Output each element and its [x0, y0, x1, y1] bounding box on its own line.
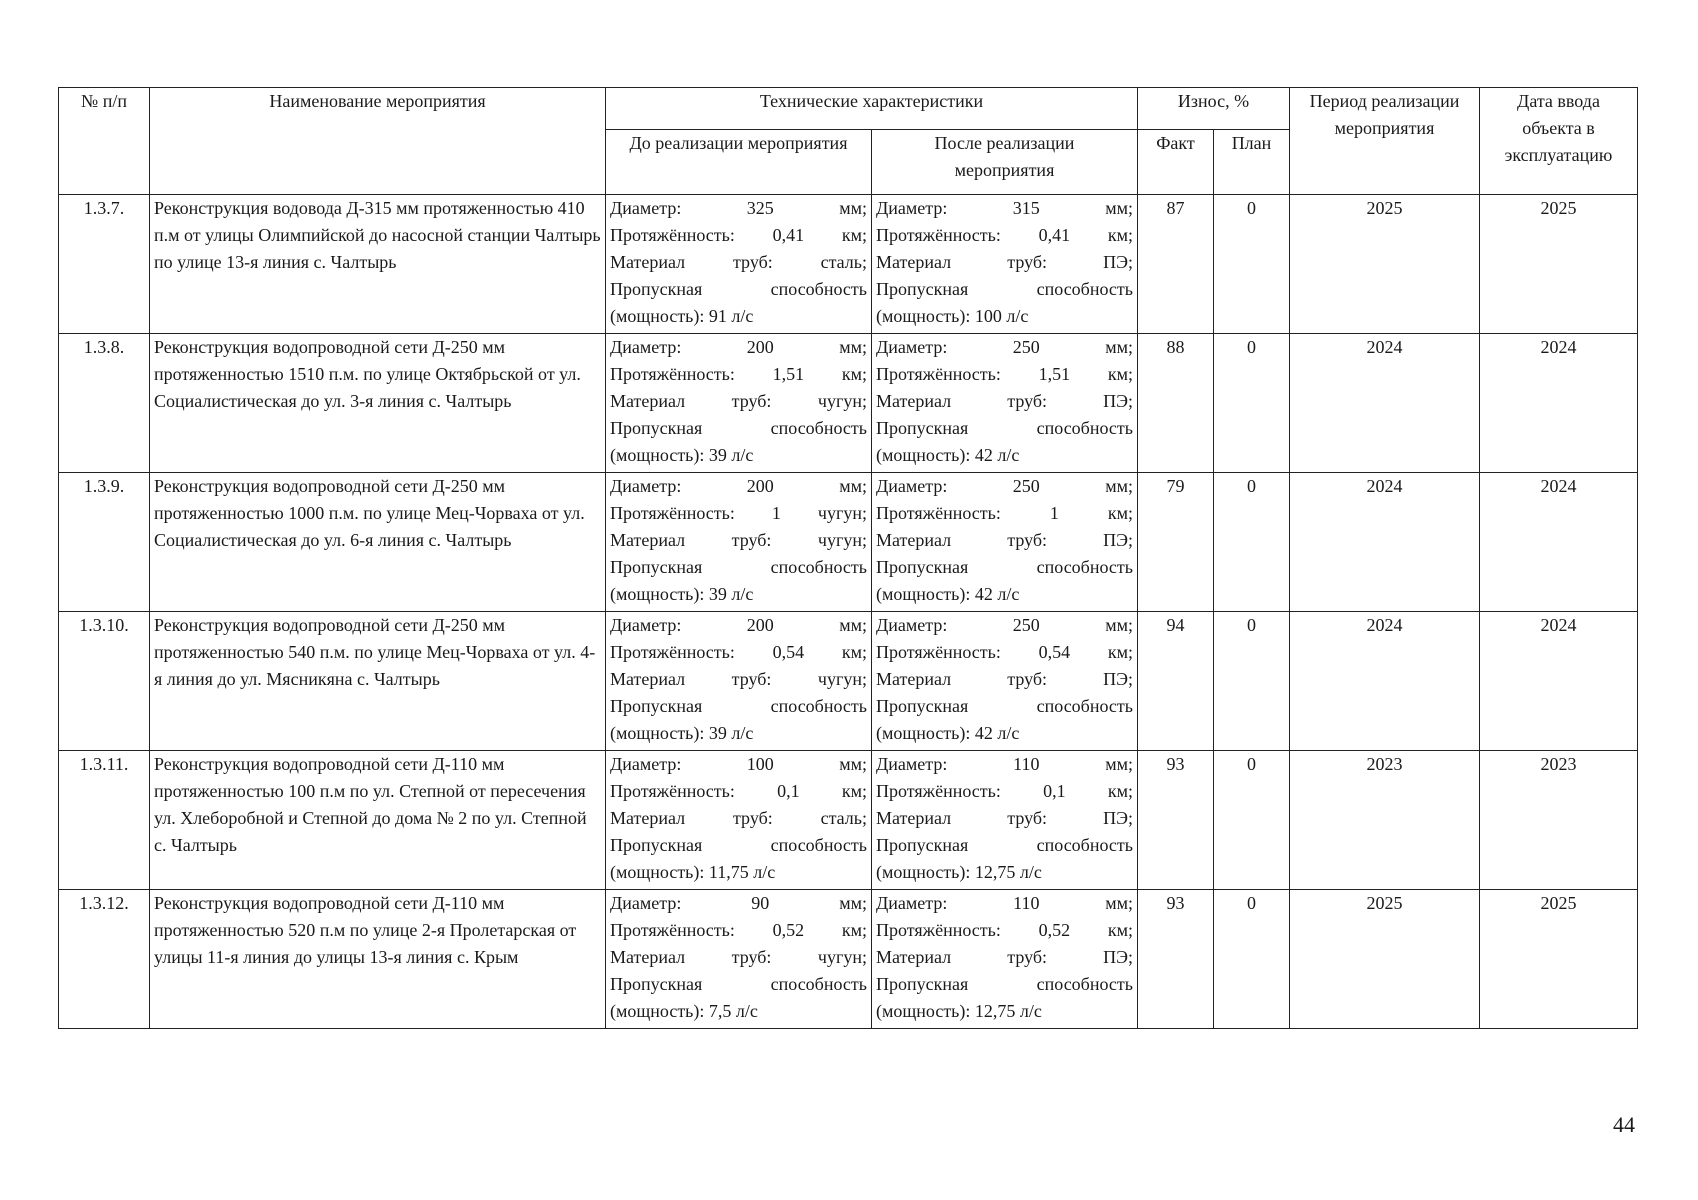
spec-line: Пропускная способность: [610, 835, 867, 855]
spec-line: Материал труб: ПЭ;: [876, 530, 1133, 550]
spec-line: Диаметр: 200 мм;: [610, 615, 867, 635]
spec-line: (мощность): 91 л/с: [610, 306, 754, 326]
period: 2023: [1290, 751, 1480, 890]
spec-before: [606, 473, 872, 612]
spec-line: (мощность): 42 л/с: [876, 723, 1020, 743]
spec-line: Материал труб: чугун;: [610, 391, 867, 411]
commission-date: 2025: [1480, 195, 1638, 334]
measures-table-wrapper: [58, 87, 1638, 1029]
spec-line: Протяжённость: 0,54 км;: [610, 642, 867, 662]
spec-before: [606, 890, 872, 1029]
spec-line: Материал труб: ПЭ;: [876, 669, 1133, 689]
spec-line: (мощность): 100 л/с: [876, 306, 1029, 326]
spec-line: Пропускная способность: [876, 696, 1133, 716]
wear-plan: 0: [1214, 751, 1290, 890]
header-num: № п/п: [59, 88, 150, 195]
spec-line: Пропускная способность: [876, 279, 1133, 299]
period: 2024: [1290, 334, 1480, 473]
spec-line: Материал труб: чугун;: [610, 530, 867, 550]
wear-fact: 93: [1138, 751, 1214, 890]
spec-line: Диаметр: 325 мм;: [610, 198, 867, 218]
spec-line: Пропускная способность: [610, 279, 867, 299]
table-row: [59, 890, 1638, 1029]
spec-line: Пропускная способность: [610, 974, 867, 994]
row-number: 1.3.7.: [59, 195, 150, 334]
spec-line: Диаметр: 250 мм;: [876, 337, 1133, 357]
table-row: [59, 195, 1638, 334]
header-row-top: [59, 88, 1638, 130]
wear-fact: 93: [1138, 890, 1214, 1029]
header-before: До реализации мероприятия: [606, 130, 872, 195]
spec-line: Материал труб: чугун;: [610, 947, 867, 967]
spec-before: [606, 195, 872, 334]
commission-date: 2023: [1480, 751, 1638, 890]
spec-line: Пропускная способность: [876, 974, 1133, 994]
spec-line: Диаметр: 200 мм;: [610, 337, 867, 357]
spec-line: Протяжённость: 0,54 км;: [876, 642, 1133, 662]
spec-line: Протяжённость: 0,41 км;: [610, 225, 867, 245]
spec-line: Материал труб: ПЭ;: [876, 252, 1133, 272]
spec-line: Пропускная способность: [876, 557, 1133, 577]
header-tech: Технические характеристики: [606, 88, 1138, 130]
spec-line: Протяжённость: 1,51 км;: [610, 364, 867, 384]
table-row: [59, 612, 1638, 751]
spec-line: Диаметр: 250 мм;: [876, 476, 1133, 496]
spec-line: Диаметр: 110 мм;: [876, 893, 1133, 913]
measure-name: Реконструкция водопроводной сети Д-110 мм протяженностью 100 п.м по ул. Степной от пересечения ул. Хлеборобной и Степной до дома № 2 по ул. Степной с. Чалтырь: [150, 751, 606, 890]
table-row: [59, 751, 1638, 890]
spec-line: (мощность): 12,75 л/с: [876, 1001, 1042, 1021]
spec-line: Пропускная способность: [610, 696, 867, 716]
wear-plan: 0: [1214, 890, 1290, 1029]
header-fact: Факт: [1138, 130, 1214, 195]
spec-line: Материал труб: чугун;: [610, 669, 867, 689]
spec-after: [872, 612, 1138, 751]
header-date-line: эксплуатацию: [1504, 145, 1613, 165]
spec-line: Пропускная способность: [876, 418, 1133, 438]
spec-after: [872, 751, 1138, 890]
header-after: [872, 130, 1138, 195]
spec-line: Пропускная способность: [610, 557, 867, 577]
wear-fact: 79: [1138, 473, 1214, 612]
wear-plan: 0: [1214, 334, 1290, 473]
spec-line: Пропускная способность: [876, 835, 1133, 855]
header-period-line: Период реализации: [1309, 91, 1460, 111]
spec-line: Материал труб: сталь;: [610, 808, 867, 828]
spec-before: [606, 612, 872, 751]
measure-name: Реконструкция водопроводной сети Д-250 мм протяженностью 1510 п.м. по улице Октябрьской от ул. Социалистическая до ул. 3-я линия с. Чалтырь: [150, 334, 606, 473]
spec-line: (мощность): 12,75 л/с: [876, 862, 1042, 882]
commission-date: 2024: [1480, 334, 1638, 473]
header-plan: План: [1214, 130, 1290, 195]
spec-line: Диаметр: 200 мм;: [610, 476, 867, 496]
spec-line: Протяжённость: 0,52 км;: [610, 920, 867, 940]
wear-fact: 88: [1138, 334, 1214, 473]
spec-before: [606, 751, 872, 890]
spec-line: Протяжённость: 0,1 км;: [876, 781, 1133, 801]
spec-line: Материал труб: ПЭ;: [876, 808, 1133, 828]
period: 2024: [1290, 612, 1480, 751]
row-number: 1.3.12.: [59, 890, 150, 1029]
spec-line: Протяжённость: 1 чугун;: [610, 503, 867, 523]
header-period: [1290, 88, 1480, 195]
spec-line: Материал труб: ПЭ;: [876, 947, 1133, 967]
spec-line: Протяжённость: 0,41 км;: [876, 225, 1133, 245]
header-period-line: мероприятия: [1334, 118, 1435, 138]
period: 2025: [1290, 890, 1480, 1029]
spec-line: (мощность): 39 л/с: [610, 445, 754, 465]
spec-after: [872, 195, 1138, 334]
row-number: 1.3.8.: [59, 334, 150, 473]
spec-after: [872, 334, 1138, 473]
spec-line: (мощность): 7,5 л/с: [610, 1001, 758, 1021]
spec-line: Диаметр: 315 мм;: [876, 198, 1133, 218]
header-date-line: объекта в: [1522, 118, 1595, 138]
spec-line: (мощность): 42 л/с: [876, 584, 1020, 604]
table-row: [59, 334, 1638, 473]
period: 2024: [1290, 473, 1480, 612]
spec-line: (мощность): 42 л/с: [876, 445, 1020, 465]
header-date: [1480, 88, 1638, 195]
row-number: 1.3.11.: [59, 751, 150, 890]
commission-date: 2024: [1480, 473, 1638, 612]
page-number: 44: [1613, 1112, 1635, 1137]
row-number: 1.3.9.: [59, 473, 150, 612]
header-date-line: Дата ввода: [1517, 91, 1600, 111]
commission-date: 2024: [1480, 612, 1638, 751]
measure-name: Реконструкция водовода Д-315 мм протяженностью 410 п.м от улицы Олимпийской до насосной станции Чалтырь по улице 13-я линия с. Чалтырь: [150, 195, 606, 334]
spec-line: Материал труб: ПЭ;: [876, 391, 1133, 411]
header-after-line: После реализации: [934, 133, 1075, 153]
spec-line: Материал труб: сталь;: [610, 252, 867, 272]
spec-line: (мощность): 11,75 л/с: [610, 862, 776, 882]
spec-line: Протяжённость: 0,52 км;: [876, 920, 1133, 940]
spec-after: [872, 473, 1138, 612]
spec-before: [606, 334, 872, 473]
table-body: [59, 195, 1638, 1029]
spec-line: Протяжённость: 1,51 км;: [876, 364, 1133, 384]
wear-plan: 0: [1214, 612, 1290, 751]
spec-line: (мощность): 39 л/с: [610, 584, 754, 604]
wear-plan: 0: [1214, 195, 1290, 334]
commission-date: 2025: [1480, 890, 1638, 1029]
wear-fact: 87: [1138, 195, 1214, 334]
measure-name: Реконструкция водопроводной сети Д-110 мм протяженностью 520 п.м по улице 2-я Пролетарская от улицы 11-я линия до улицы 13-я линия с. Крым: [150, 890, 606, 1029]
header-after-line: мероприятия: [954, 160, 1055, 180]
spec-line: Протяжённость: 1 км;: [876, 503, 1133, 523]
spec-line: (мощность): 39 л/с: [610, 723, 754, 743]
spec-line: Диаметр: 250 мм;: [876, 615, 1133, 635]
spec-line: Диаметр: 110 мм;: [876, 754, 1133, 774]
header-wear: Износ, %: [1138, 88, 1290, 130]
spec-line: Пропускная способность: [610, 418, 867, 438]
measures-table: [58, 87, 1638, 1029]
measure-name: Реконструкция водопроводной сети Д-250 мм протяженностью 540 п.м. по улице Мец-Чорваха от ул. 4-я линия до ул. Мясникяна с. Чалтырь: [150, 612, 606, 751]
spec-line: Протяжённость: 0,1 км;: [610, 781, 867, 801]
wear-fact: 94: [1138, 612, 1214, 751]
period: 2025: [1290, 195, 1480, 334]
wear-plan: 0: [1214, 473, 1290, 612]
spec-after: [872, 890, 1138, 1029]
spec-line: Диаметр: 100 мм;: [610, 754, 867, 774]
table-row: [59, 473, 1638, 612]
header-name: Наименование мероприятия: [150, 88, 606, 195]
measure-name: Реконструкция водопроводной сети Д-250 мм протяженностью 1000 п.м. по улице Мец-Чорваха от ул. Социалистическая до ул. 6-я линия с. Чалтырь: [150, 473, 606, 612]
spec-line: Диаметр: 90 мм;: [610, 893, 867, 913]
row-number: 1.3.10.: [59, 612, 150, 751]
